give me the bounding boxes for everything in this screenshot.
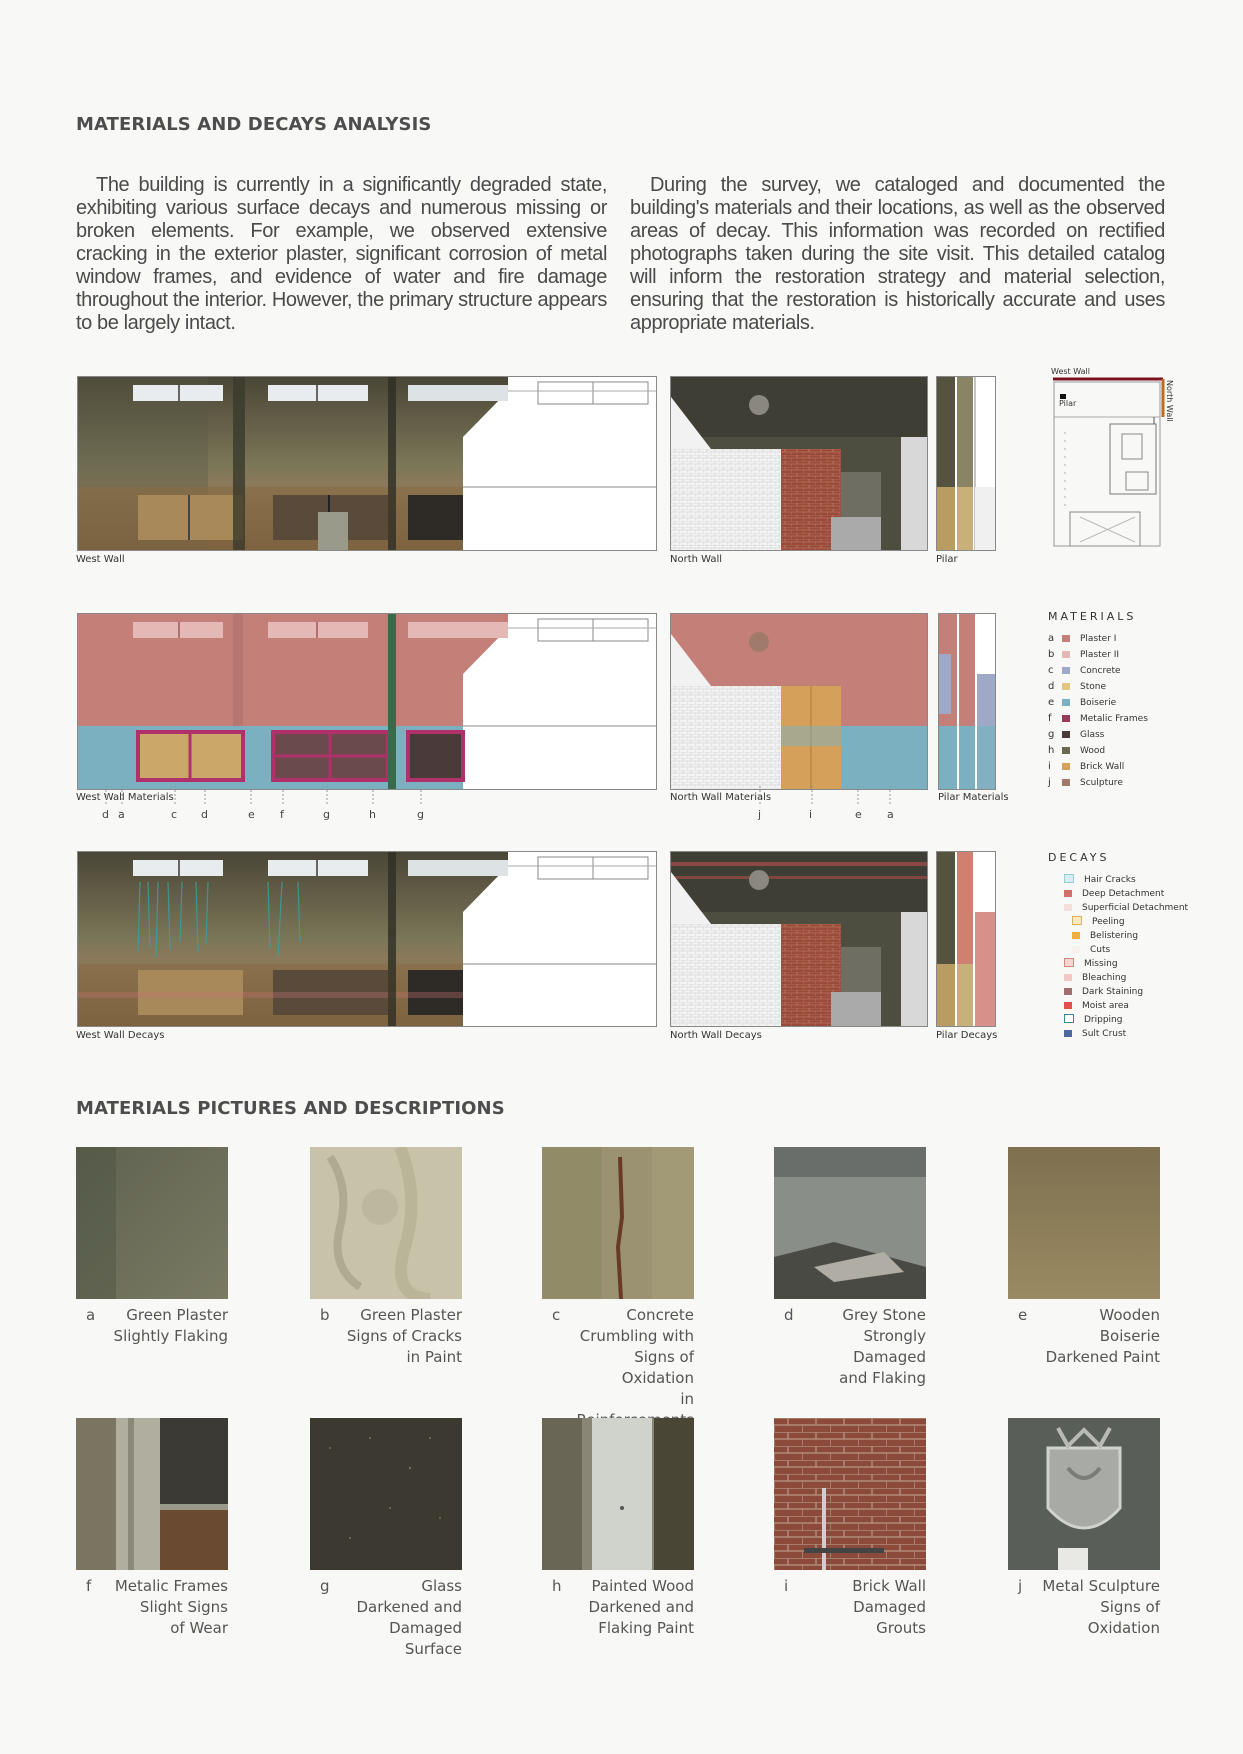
- legend-material-wood: h Wood: [1048, 745, 1106, 756]
- material-a-line-2: Slightly Flaking: [113, 1327, 228, 1345]
- legend-material-metalic-frames: f Metalic Frames: [1048, 713, 1148, 724]
- material-letter-i: i: [784, 1577, 789, 1595]
- swatch-concrete: [1062, 667, 1070, 674]
- material-card-d: [774, 1147, 926, 1389]
- swatch-deep-detachment: [1064, 890, 1072, 897]
- intro-paragraph-left: The building is currently in a significantly degraded state, exhibiting various surface decays and numerous missing or broken elements. For example, we observed extensive cracking in the exterior plaster, significant corrosion of metal window frames, and evidence of water and fire damage throughout the interior. However, the primary structure appears to be largely intact.: [76, 174, 607, 334]
- material-e-line-2: Darkened Paint: [1045, 1348, 1160, 1366]
- legend-decay-dripping: Dripping: [1064, 1013, 1122, 1027]
- north-key-1: j: [758, 808, 762, 821]
- legend-decay-bleaching: Bleaching: [1064, 971, 1126, 985]
- legend-material-brick-wall: i Brick Wall: [1048, 761, 1125, 772]
- material-e-line-1: Wooden Boiserie: [1099, 1306, 1160, 1345]
- material-card-f: [76, 1418, 228, 1639]
- material-letter-h: h: [552, 1577, 562, 1595]
- material-c-line-1: Concrete: [626, 1306, 694, 1324]
- legend-decay-hair-cracks: Hair Cracks: [1064, 873, 1136, 887]
- material-h-line-3: Flaking Paint: [598, 1619, 694, 1637]
- material-f-line-2: Slight Signs: [139, 1598, 228, 1616]
- material-photo-c: [542, 1147, 694, 1299]
- west-key-2: a: [118, 808, 125, 821]
- north-key-2: i: [809, 808, 813, 821]
- swatch-belistering: [1072, 932, 1080, 939]
- west-wall-materials-drawing: [77, 613, 657, 790]
- west-key-8: h: [369, 808, 376, 821]
- north-key-4: a: [887, 808, 894, 821]
- material-g-line-1: Glass: [421, 1577, 462, 1595]
- material-card-b: [310, 1147, 462, 1368]
- caption-north-wall-materials: North Wall Materials: [670, 792, 772, 803]
- material-g-line-3: Damaged Surface: [389, 1619, 462, 1658]
- north-wall-photo: [670, 376, 928, 551]
- material-card-a: [76, 1147, 228, 1347]
- swatch-bleaching: [1064, 974, 1072, 981]
- west-key-7: g: [323, 808, 330, 821]
- north-wall-material-keys: [670, 808, 926, 824]
- material-i-line-2: Damaged Grouts: [853, 1598, 926, 1637]
- material-photo-g: [310, 1418, 462, 1570]
- swatch-sculpture: [1062, 779, 1070, 786]
- legend-material-boiserie: e Boiserie: [1048, 697, 1117, 708]
- swatch-glass: [1062, 731, 1070, 738]
- material-d-line-1: Grey Stone: [842, 1306, 926, 1324]
- caption-west-wall: West Wall: [76, 554, 125, 565]
- floor-plan: [1050, 367, 1174, 552]
- material-c-line-4: in: [680, 1390, 694, 1408]
- material-d-line-3: and Flaking: [839, 1369, 926, 1387]
- west-wall-photo: [77, 376, 657, 551]
- legend-decay-cuts: Cuts: [1072, 943, 1110, 957]
- pilar-photo: [936, 376, 996, 551]
- material-photo-d: [774, 1147, 926, 1299]
- material-card-g: [310, 1418, 462, 1660]
- legend-material-plaster-i: a Plaster I: [1048, 633, 1117, 644]
- caption-north-wall-decays: North Wall Decays: [670, 1030, 762, 1041]
- material-j-line-2: Signs of Oxidation: [1087, 1598, 1160, 1637]
- legend-decay-peeling: Peeling: [1072, 915, 1125, 929]
- plan-label-west-wall: West Wall: [1051, 367, 1090, 376]
- legend-decay-deep-detachment: Deep Detachment: [1064, 887, 1164, 901]
- swatch-missing: [1064, 958, 1074, 967]
- west-key-3: c: [171, 808, 178, 821]
- material-b-line-3: in Paint: [406, 1348, 462, 1366]
- material-card-e: [1008, 1147, 1160, 1368]
- legend-decays: [1064, 873, 1214, 1043]
- material-photo-h: [542, 1418, 694, 1570]
- materials-title: MATERIALS PICTURES AND DESCRIPTIONS: [76, 1098, 505, 1119]
- legend-decay-missing: Missing: [1064, 957, 1118, 971]
- legend-decay-dark-staining: Dark Staining: [1064, 985, 1143, 999]
- swatch-metalic-frames: [1062, 715, 1070, 722]
- material-letter-g: g: [320, 1577, 330, 1595]
- material-d-line-2: Strongly Damaged: [853, 1327, 926, 1366]
- caption-pilar-decays: Pilar Decays: [936, 1030, 998, 1041]
- analysis-title: MATERIALS AND DECAYS ANALYSIS: [76, 114, 432, 135]
- legend-decay-sult-crust: Sult Crust: [1064, 1027, 1126, 1041]
- material-letter-e: e: [1018, 1306, 1028, 1324]
- legend-material-stone: d Stone: [1048, 681, 1106, 692]
- material-h-line-1: Painted Wood: [591, 1577, 694, 1595]
- intro-paragraph-right: During the survey, we cataloged and documented the building's materials and their locations, as well as the observed areas of decay. This information was recorded on rectified photographs taken during the site visit. This detailed catalog will inform the restoration strategy and material selection, ensuring that the restoration is historically accurate and uses appropriate materials.: [630, 174, 1165, 334]
- material-i-line-1: Brick Wall: [852, 1577, 926, 1595]
- swatch-peeling: [1072, 916, 1082, 925]
- material-a-line-1: Green Plaster: [126, 1306, 228, 1324]
- material-card-i: [774, 1418, 926, 1639]
- swatch-superficial-detachment: [1064, 904, 1072, 911]
- swatch-hair-cracks: [1064, 874, 1074, 883]
- material-letter-a: a: [86, 1306, 96, 1324]
- material-j-line-1: Metal Sculpture: [1042, 1577, 1160, 1595]
- material-photo-e: [1008, 1147, 1160, 1299]
- swatch-moist-area: [1064, 1002, 1072, 1009]
- pilar-materials-drawing: [938, 613, 996, 790]
- west-wall-material-keys: [77, 808, 655, 824]
- swatch-wood: [1062, 747, 1070, 754]
- swatch-brick-wall: [1062, 763, 1070, 770]
- legend-decays-title: DECAYS: [1048, 851, 1110, 864]
- swatch-boiserie: [1062, 699, 1070, 706]
- west-key-4: d: [201, 808, 208, 821]
- west-key-9: g: [417, 808, 424, 821]
- legend-material-sculpture: j Sculpture: [1048, 777, 1123, 788]
- west-key-5: e: [248, 808, 255, 821]
- material-c-line-3: Signs of Oxidation: [621, 1348, 694, 1387]
- material-card-j: [1008, 1418, 1160, 1639]
- material-card-c: [542, 1147, 694, 1431]
- legend-decay-moist-area: Moist area: [1064, 999, 1129, 1013]
- west-key-1: d: [102, 808, 109, 821]
- legend-decay-belistering: Belistering: [1072, 929, 1138, 943]
- pilar-decays-drawing: [936, 851, 996, 1027]
- material-letter-f: f: [86, 1577, 92, 1595]
- material-h-line-2: Darkened and: [588, 1598, 694, 1616]
- north-wall-materials-drawing: [670, 613, 928, 790]
- swatch-sult-crust: [1064, 1030, 1072, 1037]
- north-wall-decays-drawing: [670, 851, 928, 1027]
- material-letter-c: c: [552, 1306, 561, 1324]
- material-g-line-2: Darkened and: [356, 1598, 462, 1616]
- swatch-cuts: [1072, 946, 1080, 953]
- caption-west-wall-decays: West Wall Decays: [76, 1030, 165, 1041]
- legend-material-glass: g Glass: [1048, 729, 1105, 740]
- west-wall-decays-drawing: [77, 851, 657, 1027]
- caption-pilar: Pilar: [936, 554, 958, 565]
- legend-materials: [1048, 632, 1208, 792]
- caption-north-wall: North Wall: [670, 554, 723, 565]
- west-key-6: f: [280, 808, 284, 821]
- plan-label-pilar: Pilar: [1059, 399, 1077, 408]
- swatch-stone: [1062, 683, 1070, 690]
- material-letter-j: j: [1018, 1577, 1023, 1595]
- legend-material-plaster-ii: b Plaster II: [1048, 649, 1120, 660]
- legend-materials-title: MATERIALS: [1048, 610, 1137, 623]
- material-photo-i: [774, 1418, 926, 1570]
- north-key-3: e: [855, 808, 862, 821]
- material-b-line-1: Green Plaster: [360, 1306, 462, 1324]
- material-letter-b: b: [320, 1306, 330, 1324]
- material-photo-f: [76, 1418, 228, 1570]
- material-b-line-2: Signs of Cracks: [346, 1327, 462, 1345]
- swatch-plaster-ii: [1062, 651, 1070, 658]
- plan-label-north-wall: North Wall: [1165, 380, 1174, 422]
- caption-west-wall-materials: West Wall Materials: [76, 792, 174, 803]
- material-letter-d: d: [784, 1306, 794, 1324]
- material-photo-a: [76, 1147, 228, 1299]
- swatch-dripping: [1064, 1014, 1074, 1023]
- material-f-line-3: of Wear: [170, 1619, 228, 1637]
- material-photo-j: [1008, 1418, 1160, 1570]
- legend-material-concrete: c Concrete: [1048, 665, 1121, 676]
- material-c-line-2: Crumbling with: [579, 1327, 694, 1345]
- material-f-line-1: Metalic Frames: [114, 1577, 228, 1595]
- legend-decay-superficial-detachment: Superficial Detachment: [1064, 901, 1188, 915]
- caption-pilar-materials: Pilar Materials: [938, 792, 1009, 803]
- swatch-dark-staining: [1064, 988, 1072, 995]
- material-card-h: [542, 1418, 694, 1639]
- material-photo-b: [310, 1147, 462, 1299]
- swatch-plaster-i: [1062, 635, 1070, 642]
